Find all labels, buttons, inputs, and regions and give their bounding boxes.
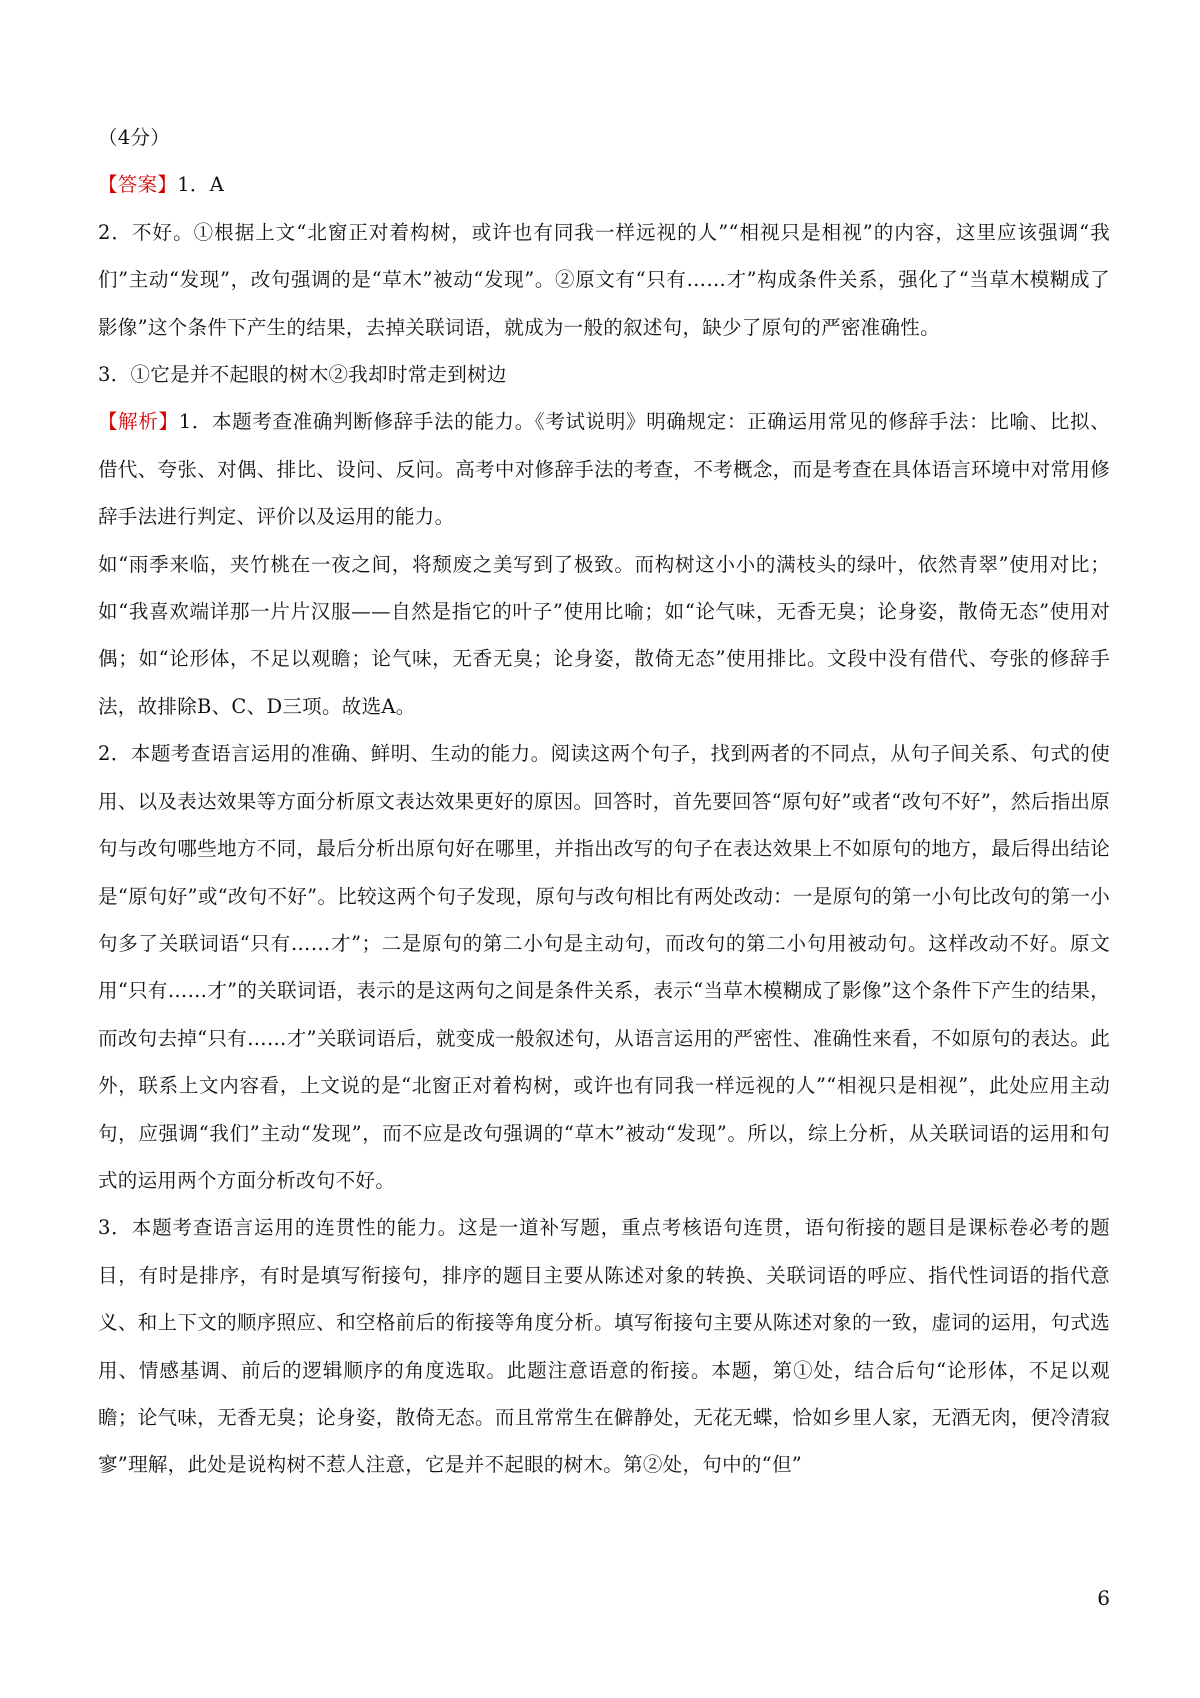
answer-item-1 xyxy=(98,161,1110,208)
page-number: 6 xyxy=(1097,1586,1110,1610)
answer-tag: 【答案】 xyxy=(98,173,178,197)
analysis-item-2: 2．本题考查语言运用的准确、鲜明、生动的能力。阅读这两个句子，找到两者的不同点，从句子间关系、句式的使用、以及表达效果等方面分析原文表达效果更好的原因。回答时，首先要回答“原句好”或者“改句不好”，然后指出原句与改句哪些地方不同，最后分析出原句好在哪里，并指出改写的句子在表达效果上不如原句的地方，最后得出结论是“原句好”或“改句不好”。比较这两个句子发现，原句与改句相比有两处改动：一是原句的第一小句比改句的第一小句多了关联词语“只有……才”；二是原句的第二小句是主动句，而改句的第二小句用被动句。这样改动不好。原文用“只有……才”的关联词语，表示的是这两句之间是条件关系，表示“当草木模糊成了影像”这个条件下产生的结果，而改句去掉“只有……才”关联词语后，就变成一般叙述句，从语言运用的严密性、准确性来看，不如原句的表达。此外，联系上文内容看，上文说的是“北窗正对着构树，或许也有同我一样远视的人”“相视只是相视”，此处应用主动句，应强调“我们”主动“发现”，而不应是改句强调的“草木”被动“发现”。所以，综上分析，从关联词语的运用和句式的运用两个方面分析改句不好。 xyxy=(98,742,1110,1192)
answer-item-1-text: 1．A xyxy=(177,173,225,197)
analysis-item-1 xyxy=(98,398,1110,540)
score-line: （4分） xyxy=(98,126,171,149)
analysis-tag: 【解析】 xyxy=(98,410,179,434)
analysis-item-3: 3．本题考查语言运用的连贯性的能力。这是一道补写题，重点考核语句连贯，语句衔接的题目是课标卷必考的题目，有时是排序，有时是填写衔接句，排序的题目主要从陈述对象的转换、关联词语的呼应、指代性词语的指代意义、和上下文的顺序照应、和空格前后的衔接等角度分析。填写衔接句主要从陈述对象的一致，虚词的运用，句式选用、情感基调、前后的逻辑顺序的角度选取。此题注意语意的衔接。本题，第①处，结合后句“论形体，不足以观瞻；论气味，无香无臭；论身姿，散倚无态。而且常常生在僻静处，无花无蝶，恰如乡里人家，无酒无肉，便冷清寂寥”理解，此处是说构树不惹人注意，它是并不起眼的树木。第②处，句中的“但” xyxy=(98,1216,1110,1477)
analysis-item-1-detail: 如“雨季来临，夹竹桃在一夜之间，将颓废之美写到了极致。而构树这小小的满枝头的绿叶，依然青翠”使用对比；如“我喜欢端详那一片片汉服——自然是指它的叶子”使用比喻；如“论气味，无香无臭；论身姿，散倚无态”使用对偶；如“论形体，不足以观瞻；论气味，无香无臭；论身姿，散倚无态”使用排比。文段中没有借代、夸张的修辞手法，故排除B、C、D三项。故选A。 xyxy=(98,552,1110,718)
answer-item-2: 2．不好。①根据上文“北窗正对着构树，或许也有同我一样远视的人”“相视只是相视”的内容，这里应该强调“我们”主动“发现”，改句强调的是“草木”被动“发现”。②原文有“只有……才”构成条件关系，强化了“当草木模糊成了影像”这个条件下产生的结果，去掉关联词语，就成为一般的叙述句，缺少了原句的严密准确性。 xyxy=(98,220,1110,339)
analysis-item-1-text: 1．本题考查准确判断修辞手法的能力。《考试说明》明确规定：正确运用常见的修辞手法：比喻、比拟、借代、夸张、对偶、排比、设问、反问。高考中对修辞手法的考查，不考概念，而是考查在具体语言环境中对常用修辞手法进行判定、评价以及运用的能力。 xyxy=(98,410,1110,529)
answer-item-3: 3．①它是并不起眼的树木②我却时常走到树边 xyxy=(98,363,507,387)
answer-explanation-body xyxy=(98,114,1110,1489)
